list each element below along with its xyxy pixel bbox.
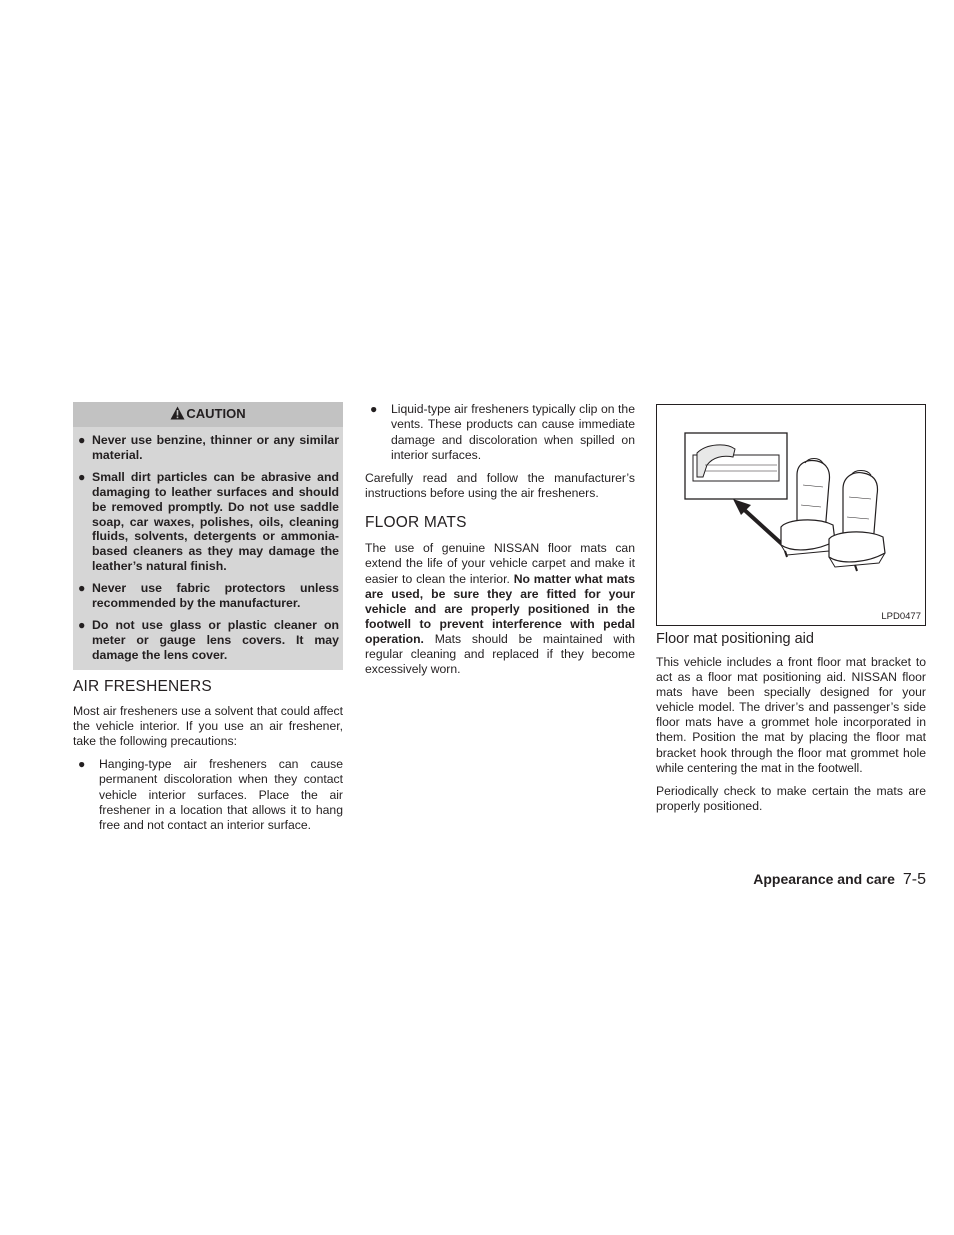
caution-title: CAUTION: [186, 406, 246, 421]
caution-box: [73, 402, 343, 670]
bullet-icon: ●: [78, 617, 86, 632]
heading-floor-mats: FLOOR MATS: [365, 514, 467, 532]
heading-air-fresheners: AIR FRESHENERS: [73, 677, 212, 695]
seat-illustration: [657, 405, 925, 625]
page-number: 7-5: [902, 871, 926, 888]
positioning-para-1: This vehicle includes a front floor mat bracket to act as a floor mat positioning aid. NISSAN floor mats have been specially designed for your vehicle model. The driver’s and passenger’s side floor mats have a grommet hole incorporated in them. Position the mat by placing the floor mat bracket hook through the floor mat grommet hole while centering the mat in the footwell.: [656, 655, 926, 775]
bullet-icon: ●: [370, 402, 378, 416]
bullet-icon: ●: [78, 756, 86, 771]
floor-mats-text: The use of genuine NISSAN floor mats can extend the life of your vehicle carpet and make it easier to clean the interior. No matter what mats are used, be sure they are fitted for your vehicle and are properly positioned in the footwell to prevent interference with pedal operation. Mats should be maintained with regular cleaning and replaced if they become excessively worn.: [365, 541, 635, 677]
caution-item: ● Do not use glass or plastic cleaner on meter or gauge lens covers. It may damage the lens cover.: [78, 617, 339, 662]
warning-triangle-icon: [170, 406, 185, 425]
bullet-icon: ●: [78, 581, 86, 596]
air-fresheners-closing: Carefully read and follow the manufacturer’s instructions before using the air fresheners.: [365, 471, 635, 501]
figure-caption: Floor mat positioning aid: [656, 631, 814, 647]
bullet-icon: ●: [78, 469, 86, 484]
column-middle: [365, 402, 635, 677]
page-footer: [753, 871, 926, 889]
caution-item: ● Never use benzine, thinner or any similar material.: [78, 433, 339, 462]
column-left: [73, 402, 343, 833]
positioning-para-2: Periodically check to make certain the mats are properly positioned.: [656, 783, 926, 813]
list-item: ● Hanging-type air fresheners can cause permanent discoloration when they contact vehicle interior surfaces. Place the air freshener in a location that allows it to hang free and not contact an interior surface.: [78, 756, 343, 833]
list-item: ● Liquid-type air fresheners typically clip on the vents. These products can cause immediate damage and discoloration when spilled on interior surfaces.: [370, 402, 635, 462]
bullet-icon: ●: [78, 433, 86, 447]
caution-header: [73, 402, 343, 427]
air-fresheners-intro: Most air fresheners use a solvent that could affect the vehicle interior. If you use an air freshener, take the following precautions:: [73, 703, 343, 748]
figure-code: LPD0477: [881, 611, 921, 622]
caution-item: ● Small dirt particles can be abrasive and damaging to leather surfaces and should be removed promptly. Do not use saddle soap, car waxes, polishes, oils, cleaning fluids, solvents, detergents or ammonia-based cleaners as they may damage the leather’s natural finish.: [78, 469, 339, 574]
footer-section: Appearance and care: [753, 871, 895, 887]
floor-mat-figure: [656, 404, 926, 626]
column-right: [656, 655, 926, 814]
caution-item: ● Never use fabric protectors unless recommended by the manufacturer.: [78, 581, 339, 611]
